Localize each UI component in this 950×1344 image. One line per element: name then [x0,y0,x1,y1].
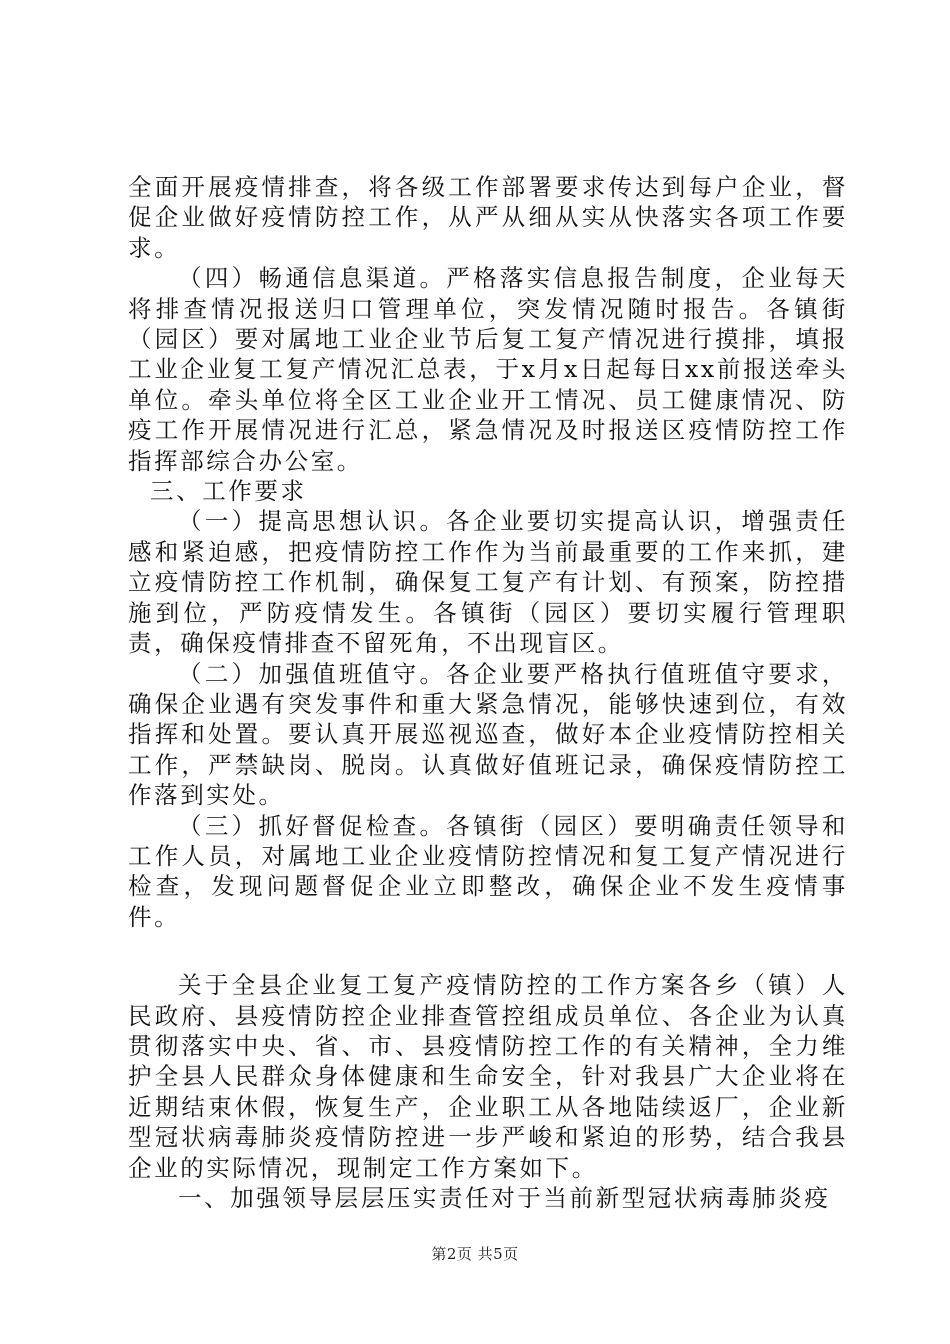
document-body [128,172,848,1213]
paragraph-requirement-1: （一）提高思想认识。各企业要切实提高认识，增强责任感和紧迫感，把疫情防控工作作为当前最重要的工作来抓，建立疫情防控工作机制，确保复工复产有计划、有预案，防控措施到位，严防疫情发生。各镇街（园区）要切实履行管理职责，确保疫情排查不留死角，不出现盲区。 [128,507,848,658]
paragraph-continuation: 全面开展疫情排查，将各级工作部署要求传达到每户企业，督促企业做好疫情防控工作，从严从细从实从快落实各项工作要求。 [128,173,848,262]
paragraph-plan-intro: 关于全县企业复工复产疫情防控的工作方案各乡（镇）人民政府、县疫情防控企业排查管控组成员单位、各企业为认真贯彻落实中央、省、市、县疫情防控工作的有关精神，全力维护全县人民群众身体健康和生命安全，针对我县广大企业将在近期结束休假，恢复生产，企业职工从各地陆续返厂，企业新型冠状病毒肺炎疫情防控进一步严峻和紧迫的形势，结合我县企业的实际情况，现制定工作方案如下。 [128,971,848,1182]
heading-strengthen-leadership: 一、加强领导层层压实责任对于当前新型冠状病毒肺炎疫 [178,1184,831,1212]
heading-work-requirements: 三、工作要求 [150,477,307,506]
paragraph-section-4: （四）畅通信息渠道。严格落实信息报告制度，企业每天将排查情况报送归口管理单位，突发情况随时报告。各镇街（园区）要对属地工业企业节后复工复产情况进行摸排，填报工业企业复工复产情况汇总表，于x月x日起每日xx前报送牵头单位。牵头单位将全区工业企业开工情况、员工健康情况、防疫工作开展情况进行汇总，紧急情况及时报送区疫情防控工作指挥部综合办公室。 [128,264,848,475]
paragraph-requirement-3: （三）抓好督促检查。各镇街（园区）要明确责任领导和工作人员，对属地工业企业疫情防控情况和复工复产情况进行检查，发现问题督促企业立即整改，确保企业不发生疫情事件。 [128,811,848,931]
paragraph-requirement-2: （二）加强值班值守。各企业要严格执行值班值守要求，确保企业遇有突发事件和重大紧急情况，能够快速到位，有效指挥和处置。要认真开展巡视巡查，做好本企业疫情防控相关工作，严禁缺岗、脱岗。认真做好值班记录，确保疫情防控工作落到实处。 [128,659,848,810]
page-footer: 第2页 共5页 [431,1245,519,1263]
section-gap [128,932,848,970]
